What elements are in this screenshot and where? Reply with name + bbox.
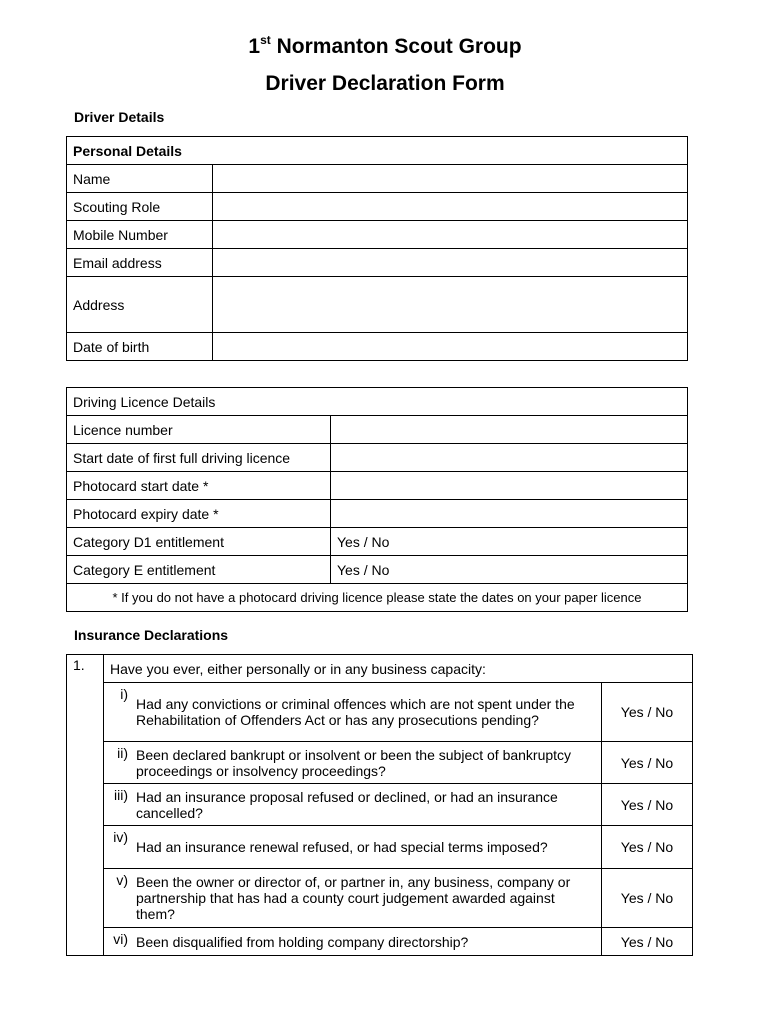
dob-field[interactable]	[213, 333, 688, 361]
licence-details-table	[66, 387, 688, 612]
question-iii-text: Had an insurance proposal refused or declined, or had an insurance cancelled?	[132, 784, 602, 826]
question-i-text: Had any convictions or criminal offences which are not spent under the Rehabilitation of Offenders Act or has any prosecutions pending?	[132, 683, 602, 742]
address-label: Address	[67, 277, 213, 333]
question-v-text: Been the owner or director of, or partner in, any business, company or partnership that has had a county court judgement awarded against them?	[132, 869, 602, 928]
question-ii-num: ii)	[104, 742, 133, 784]
licence-number-field[interactable]	[331, 416, 688, 444]
question-number: 1.	[67, 655, 104, 956]
name-field[interactable]	[213, 165, 688, 193]
question-iii-num: iii)	[104, 784, 133, 826]
scouting-role-field[interactable]	[213, 193, 688, 221]
address-field[interactable]	[213, 277, 688, 333]
photocard-expiry-field[interactable]	[331, 500, 688, 528]
mobile-number-field[interactable]	[213, 221, 688, 249]
question-vi-num: vi)	[104, 928, 133, 956]
email-label: Email address	[67, 249, 213, 277]
photocard-expiry-label: Photocard expiry date *	[67, 500, 331, 528]
question-v-num: v)	[104, 869, 133, 928]
d1-entitlement-value[interactable]: Yes / No	[331, 528, 688, 556]
question-v-answer[interactable]: Yes / No	[602, 869, 693, 928]
insurance-declarations-label: Insurance Declarations	[74, 627, 229, 643]
e-entitlement-label: Category E entitlement	[67, 556, 331, 584]
question-i-num: i)	[104, 683, 133, 742]
scouting-role-label: Scouting Role	[67, 193, 213, 221]
question-iii-answer[interactable]: Yes / No	[602, 784, 693, 826]
question-iv-answer[interactable]: Yes / No	[602, 826, 693, 869]
paper-licence-note: * If you do not have a photocard driving licence please state the dates on your paper licence	[67, 584, 688, 612]
driver-details-label: Driver Details	[74, 109, 165, 125]
licence-details-heading: Driving Licence Details	[67, 388, 688, 416]
email-field[interactable]	[213, 249, 688, 277]
question-ii-text: Been declared bankrupt or insolvent or been the subject of bankruptcy proceedings or insolvency proceedings?	[132, 742, 602, 784]
question-iv-num: iv)	[104, 826, 133, 869]
photocard-start-field[interactable]	[331, 472, 688, 500]
e-entitlement-value[interactable]: Yes / No	[331, 556, 688, 584]
question-i-answer[interactable]: Yes / No	[602, 683, 693, 742]
first-licence-date-field[interactable]	[331, 444, 688, 472]
form-subtitle: Driver Declaration Form	[265, 72, 505, 95]
personal-details-table	[66, 136, 688, 361]
question-vi-answer[interactable]: Yes / No	[602, 928, 693, 956]
question-iv-text: Had an insurance renewal refused, or had special terms imposed?	[132, 826, 602, 869]
d1-entitlement-label: Category D1 entitlement	[67, 528, 331, 556]
dob-label: Date of birth	[67, 333, 213, 361]
insurance-declarations-table	[66, 654, 693, 956]
form-title: 1st Normanton Scout Group	[248, 33, 522, 58]
mobile-number-label: Mobile Number	[67, 221, 213, 249]
licence-number-label: Licence number	[67, 416, 331, 444]
insurance-intro: Have you ever, either personally or in any business capacity:	[104, 655, 693, 683]
photocard-start-label: Photocard start date *	[67, 472, 331, 500]
question-vi-text: Been disqualified from holding company directorship?	[132, 928, 602, 956]
question-ii-answer[interactable]: Yes / No	[602, 742, 693, 784]
personal-details-heading: Personal Details	[67, 137, 688, 165]
name-label: Name	[67, 165, 213, 193]
first-licence-date-label: Start date of first full driving licence	[67, 444, 331, 472]
